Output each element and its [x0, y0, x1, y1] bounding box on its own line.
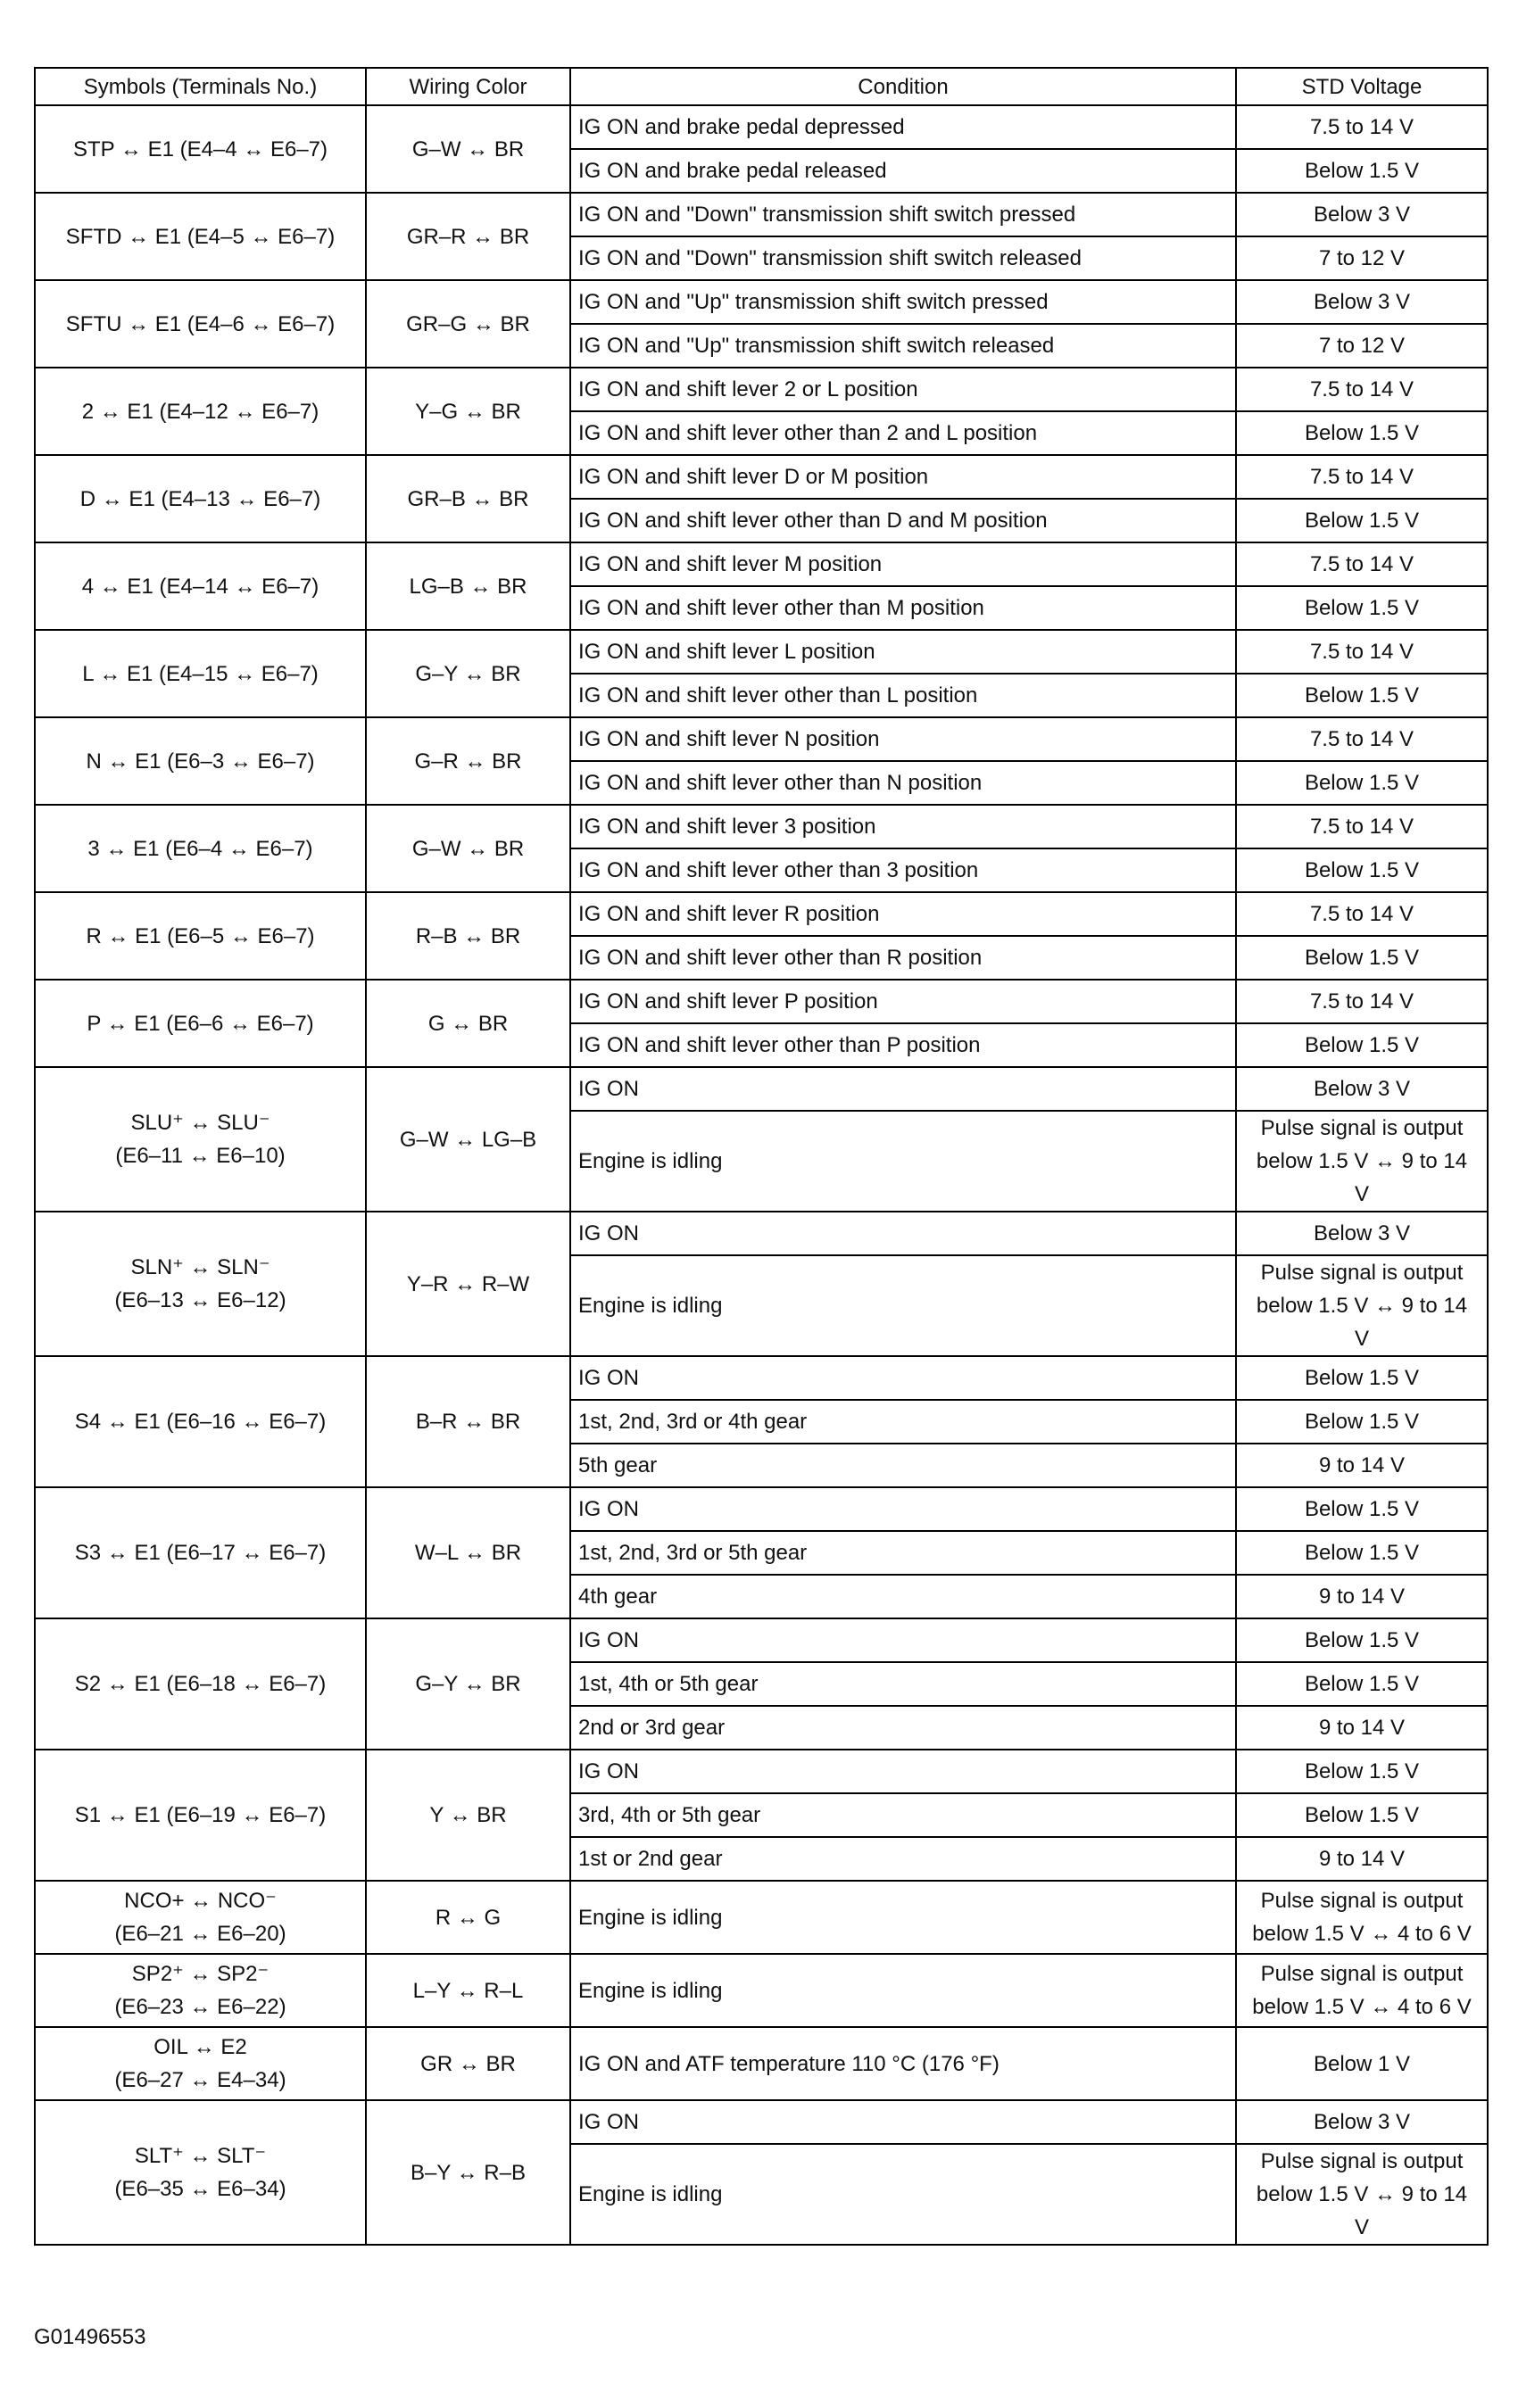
terminal-symbol-cell: SFTD ↔ E1 (E4–5 ↔ E6–7) [35, 193, 366, 280]
wiring-color-cell: G–R ↔ BR [366, 717, 570, 805]
wiring-color-cell: Y–R ↔ R–W [366, 1212, 570, 1356]
terminal-symbol-cell: SLN⁺ ↔ SLN⁻ (E6–13 ↔ E6–12) [35, 1212, 366, 1356]
condition-cell: IG ON [570, 1750, 1236, 1793]
wiring-color-cell: G–Y ↔ BR [366, 1618, 570, 1750]
table-row [35, 193, 1488, 236]
terminal-symbol-cell: SFTU ↔ E1 (E4–6 ↔ E6–7) [35, 280, 366, 368]
std-voltage-cell: Below 1 V [1236, 2027, 1488, 2100]
terminal-symbol-cell: SLU⁺ ↔ SLU⁻ (E6–11 ↔ E6–10) [35, 1067, 366, 1212]
condition-cell: IG ON and shift lever other than M position [570, 586, 1236, 630]
condition-cell: IG ON and shift lever D or M position [570, 455, 1236, 499]
std-voltage-cell: Below 1.5 V [1236, 1023, 1488, 1067]
std-voltage-cell: Below 3 V [1236, 1067, 1488, 1111]
std-voltage-cell: Below 1.5 V [1236, 149, 1488, 193]
condition-cell: Engine is idling [570, 2144, 1236, 2245]
condition-cell: IG ON [570, 1487, 1236, 1531]
std-voltage-cell: Below 3 V [1236, 2100, 1488, 2144]
table-row [35, 717, 1488, 761]
condition-cell: Engine is idling [570, 1954, 1236, 2027]
condition-cell: IG ON and shift lever M position [570, 542, 1236, 586]
condition-cell: IG ON and shift lever other than P position [570, 1023, 1236, 1067]
wiring-color-cell: W–L ↔ BR [366, 1487, 570, 1618]
terminal-symbol-cell: L ↔ E1 (E4–15 ↔ E6–7) [35, 630, 366, 717]
condition-cell: IG ON and shift lever 3 position [570, 805, 1236, 848]
condition-cell: IG ON and "Down" transmission shift switch pressed [570, 193, 1236, 236]
table-row [35, 630, 1488, 674]
table-row [35, 1618, 1488, 1662]
wiring-color-cell: R–B ↔ BR [366, 892, 570, 980]
table-row [35, 1881, 1488, 1954]
wiring-color-cell: B–Y ↔ R–B [366, 2100, 570, 2245]
terminal-symbol-cell: R ↔ E1 (E6–5 ↔ E6–7) [35, 892, 366, 980]
std-voltage-cell: 7.5 to 14 V [1236, 630, 1488, 674]
terminal-symbol-cell: S3 ↔ E1 (E6–17 ↔ E6–7) [35, 1487, 366, 1618]
condition-cell: IG ON [570, 1356, 1236, 1400]
condition-cell: IG ON and shift lever N position [570, 717, 1236, 761]
condition-cell: IG ON and shift lever R position [570, 892, 1236, 936]
table-row [35, 455, 1488, 499]
table-row [35, 105, 1488, 149]
std-voltage-cell: 7.5 to 14 V [1236, 805, 1488, 848]
std-voltage-cell: Pulse signal is output below 1.5 V ↔ 9 to 14 V [1236, 1111, 1488, 1212]
std-voltage-cell: 7.5 to 14 V [1236, 368, 1488, 411]
std-voltage-cell: 7.5 to 14 V [1236, 542, 1488, 586]
std-voltage-cell: Pulse signal is output below 1.5 V ↔ 4 to 6 V [1236, 1954, 1488, 2027]
condition-cell: Engine is idling [570, 1111, 1236, 1212]
wiring-color-cell: GR ↔ BR [366, 2027, 570, 2100]
condition-cell: IG ON [570, 1618, 1236, 1662]
std-voltage-cell: Below 1.5 V [1236, 1356, 1488, 1400]
header-row [35, 68, 1488, 105]
terminal-symbol-cell: STP ↔ E1 (E4–4 ↔ E6–7) [35, 105, 366, 193]
table-row [35, 1067, 1488, 1111]
condition-cell: IG ON and shift lever other than D and M position [570, 499, 1236, 542]
std-voltage-cell: Below 1.5 V [1236, 936, 1488, 980]
condition-cell: 1st, 2nd, 3rd or 4th gear [570, 1400, 1236, 1444]
std-voltage-cell: Below 1.5 V [1236, 674, 1488, 717]
wiring-color-cell: Y–G ↔ BR [366, 368, 570, 455]
condition-cell: Engine is idling [570, 1881, 1236, 1954]
condition-cell: IG ON and ATF temperature 110 °C (176 °F) [570, 2027, 1236, 2100]
condition-cell: Engine is idling [570, 1255, 1236, 1356]
table-row [35, 280, 1488, 324]
condition-cell: IG ON and shift lever other than N position [570, 761, 1236, 805]
condition-cell: 1st, 4th or 5th gear [570, 1662, 1236, 1706]
std-voltage-cell: Below 1.5 V [1236, 1618, 1488, 1662]
condition-cell: IG ON [570, 1067, 1236, 1111]
std-voltage-cell: 7.5 to 14 V [1236, 980, 1488, 1023]
std-voltage-cell: Below 1.5 V [1236, 1531, 1488, 1575]
wiring-color-cell: GR–R ↔ BR [366, 193, 570, 280]
std-voltage-cell: 9 to 14 V [1236, 1444, 1488, 1487]
header-wiring-color: Wiring Color [366, 68, 570, 105]
std-voltage-cell: Below 1.5 V [1236, 1793, 1488, 1837]
std-voltage-cell: Below 1.5 V [1236, 848, 1488, 892]
std-voltage-cell: 7 to 12 V [1236, 324, 1488, 368]
std-voltage-cell: Below 1.5 V [1236, 1400, 1488, 1444]
condition-cell: 1st, 2nd, 3rd or 5th gear [570, 1531, 1236, 1575]
table-row [35, 542, 1488, 586]
table-row [35, 1750, 1488, 1793]
terminal-symbol-cell: 2 ↔ E1 (E4–12 ↔ E6–7) [35, 368, 366, 455]
terminal-symbol-cell: 3 ↔ E1 (E6–4 ↔ E6–7) [35, 805, 366, 892]
std-voltage-cell: Pulse signal is output below 1.5 V ↔ 9 to 14 V [1236, 2144, 1488, 2245]
terminal-symbol-cell: P ↔ E1 (E6–6 ↔ E6–7) [35, 980, 366, 1067]
std-voltage-cell: 7 to 12 V [1236, 236, 1488, 280]
condition-cell: 5th gear [570, 1444, 1236, 1487]
condition-cell: IG ON and shift lever 2 or L position [570, 368, 1236, 411]
condition-cell: IG ON and shift lever other than 3 position [570, 848, 1236, 892]
table-row [35, 2100, 1488, 2144]
table-row [35, 805, 1488, 848]
terminal-symbol-cell: OIL ↔ E2 (E6–27 ↔ E4–34) [35, 2027, 366, 2100]
std-voltage-cell: Below 3 V [1236, 193, 1488, 236]
wiring-color-cell: G ↔ BR [366, 980, 570, 1067]
std-voltage-cell: Pulse signal is output below 1.5 V ↔ 4 to 6 V [1236, 1881, 1488, 1954]
condition-cell: IG ON and "Up" transmission shift switch released [570, 324, 1236, 368]
table-row [35, 1487, 1488, 1531]
terminal-symbol-cell: SLT⁺ ↔ SLT⁻ (E6–35 ↔ E6–34) [35, 2100, 366, 2245]
figure-reference: G01496553 [34, 2325, 146, 2349]
wiring-color-cell: GR–B ↔ BR [366, 455, 570, 542]
std-voltage-cell: Below 1.5 V [1236, 1487, 1488, 1531]
terminal-symbol-cell: NCO+ ↔ NCO⁻ (E6–21 ↔ E6–20) [35, 1881, 366, 1954]
condition-cell: IG ON and shift lever other than 2 and L position [570, 411, 1236, 455]
table-row [35, 1212, 1488, 1255]
std-voltage-cell: Pulse signal is output below 1.5 V ↔ 9 to 14 V [1236, 1255, 1488, 1356]
condition-cell: IG ON [570, 1212, 1236, 1255]
condition-cell: 3rd, 4th or 5th gear [570, 1793, 1236, 1837]
condition-cell: IG ON and shift lever L position [570, 630, 1236, 674]
condition-cell: IG ON and "Up" transmission shift switch pressed [570, 280, 1236, 324]
table-row [35, 1954, 1488, 2027]
terminal-symbol-cell: D ↔ E1 (E4–13 ↔ E6–7) [35, 455, 366, 542]
condition-cell: IG ON and brake pedal released [570, 149, 1236, 193]
wiring-color-cell: LG–B ↔ BR [366, 542, 570, 630]
wiring-color-cell: Y ↔ BR [366, 1750, 570, 1881]
std-voltage-cell: Below 1.5 V [1236, 761, 1488, 805]
std-voltage-cell: 9 to 14 V [1236, 1706, 1488, 1750]
condition-cell: IG ON and brake pedal depressed [570, 105, 1236, 149]
wiring-color-cell: R ↔ G [366, 1881, 570, 1954]
wiring-color-cell: L–Y ↔ R–L [366, 1954, 570, 2027]
terminal-symbol-cell: 4 ↔ E1 (E4–14 ↔ E6–7) [35, 542, 366, 630]
std-voltage-cell: 7.5 to 14 V [1236, 455, 1488, 499]
std-voltage-cell: Below 1.5 V [1236, 499, 1488, 542]
std-voltage-cell: 7.5 to 14 V [1236, 105, 1488, 149]
condition-cell: IG ON and "Down" transmission shift switch released [570, 236, 1236, 280]
condition-cell: 1st or 2nd gear [570, 1837, 1236, 1881]
wiring-color-cell: G–Y ↔ BR [366, 630, 570, 717]
condition-cell: IG ON and shift lever other than R position [570, 936, 1236, 980]
table-body [35, 105, 1488, 2245]
table-row [35, 980, 1488, 1023]
std-voltage-cell: Below 3 V [1236, 280, 1488, 324]
condition-cell: IG ON and shift lever P position [570, 980, 1236, 1023]
std-voltage-cell: 9 to 14 V [1236, 1837, 1488, 1881]
std-voltage-cell: Below 1.5 V [1236, 1662, 1488, 1706]
table-row [35, 368, 1488, 411]
condition-cell: 2nd or 3rd gear [570, 1706, 1236, 1750]
table-row [35, 892, 1488, 936]
table-row [35, 2027, 1488, 2100]
wiring-color-cell: G–W ↔ BR [366, 805, 570, 892]
wiring-color-cell: G–W ↔ BR [366, 105, 570, 193]
terminal-symbol-cell: S2 ↔ E1 (E6–18 ↔ E6–7) [35, 1618, 366, 1750]
condition-cell: 4th gear [570, 1575, 1236, 1618]
condition-cell: IG ON [570, 2100, 1236, 2144]
std-voltage-cell: 7.5 to 14 V [1236, 892, 1488, 936]
std-voltage-cell: Below 1.5 V [1236, 1750, 1488, 1793]
terminal-symbol-cell: N ↔ E1 (E6–3 ↔ E6–7) [35, 717, 366, 805]
header-condition: Condition [570, 68, 1236, 105]
wiring-color-cell: GR–G ↔ BR [366, 280, 570, 368]
terminal-symbol-cell: SP2⁺ ↔ SP2⁻ (E6–23 ↔ E6–22) [35, 1954, 366, 2027]
terminal-symbol-cell: S1 ↔ E1 (E6–19 ↔ E6–7) [35, 1750, 366, 1881]
header-symbols: Symbols (Terminals No.) [35, 68, 366, 105]
std-voltage-cell: Below 3 V [1236, 1212, 1488, 1255]
wiring-color-cell: G–W ↔ LG–B [366, 1067, 570, 1212]
std-voltage-cell: Below 1.5 V [1236, 411, 1488, 455]
terminal-symbol-cell: S4 ↔ E1 (E6–16 ↔ E6–7) [35, 1356, 366, 1487]
header-std-voltage: STD Voltage [1236, 68, 1488, 105]
terminal-voltage-table [34, 67, 1489, 2246]
std-voltage-cell: 7.5 to 14 V [1236, 717, 1488, 761]
std-voltage-cell: Below 1.5 V [1236, 586, 1488, 630]
wiring-color-cell: B–R ↔ BR [366, 1356, 570, 1487]
table-row [35, 1356, 1488, 1400]
std-voltage-cell: 9 to 14 V [1236, 1575, 1488, 1618]
condition-cell: IG ON and shift lever other than L position [570, 674, 1236, 717]
